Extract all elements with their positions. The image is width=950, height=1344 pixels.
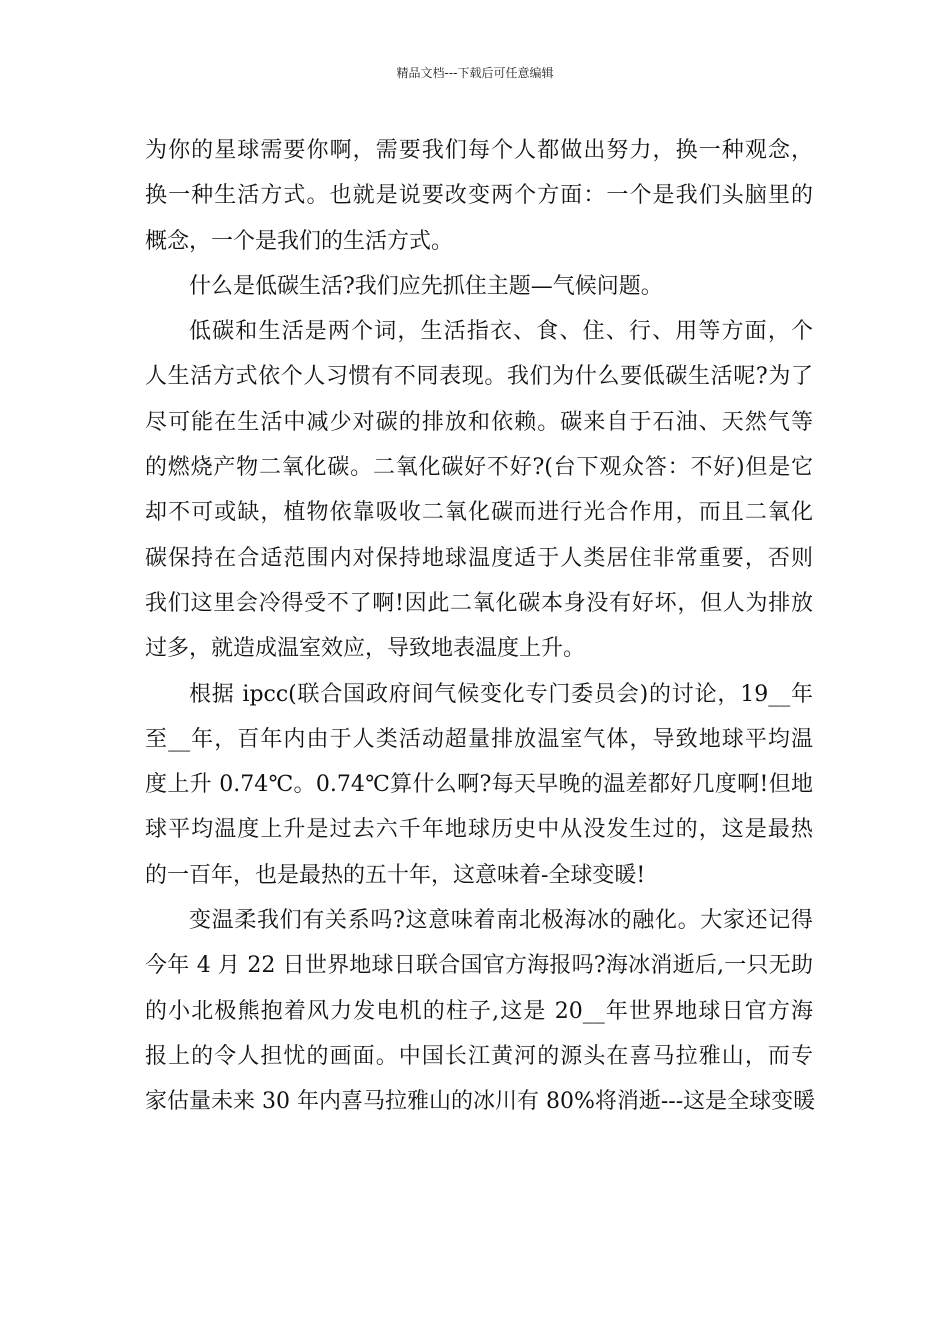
text-line: 过多，就造成温室效应，导致地表温度上升。 [145, 636, 586, 662]
document-body [145, 128, 816, 1125]
paragraph-1 [145, 128, 813, 264]
paragraph-4 [145, 672, 813, 898]
text-line: 低碳和生活是两个词，生活指衣、食、住、行、用等方面，个 [189, 319, 813, 345]
text-line: 度上升 0.74℃。0.74℃算什么啊?每天早晚的温差都好几度啊!但地 [145, 772, 813, 798]
text-line: 的燃烧产物二氧化碳。二氧化碳好不好?(台下观众答：不好)但是它 [145, 455, 813, 481]
text-line: 家估量未来 30 年内喜马拉雅山的冰川有 80%将消逝---这是全球变暖 [145, 1089, 816, 1115]
text-line: 今年 4 月 22 日世界地球日联合国官方海报吗?海冰消逝后,一只无助 [145, 953, 813, 979]
paragraph-3 [145, 309, 813, 671]
text-line: 概念，一个是我们的生活方式。 [145, 228, 454, 254]
text-line: 尽可能在生活中减少对碳的排放和依赖。碳来自于石油、天然气等 [145, 409, 813, 435]
text-line: 人生活方式依个人习惯有不同表现。我们为什么要低碳生活呢?为了 [145, 364, 813, 390]
text-line: 球平均温度上升是过去六千年地球历史中从没发生过的，这是最热 [145, 817, 813, 843]
text-line: 至__年，百年内由于人类活动超量排放温室气体，导致地球平均温 [145, 726, 813, 752]
text-line: 报上的令人担忧的画面。中国长江黄河的源头在喜马拉雅山，而专 [145, 1043, 813, 1069]
text-line: 的一百年，也是最热的五十年，这意味着-全球变暖! [145, 862, 646, 888]
text-line: 却不可或缺，植物依靠吸收二氧化碳而进行光合作用，而且二氧化 [145, 500, 813, 526]
text-line: 为你的星球需要你啊，需要我们每个人都做出努力，换一种观念， [145, 138, 813, 163]
text-line: 我们这里会冷得受不了啊!因此二氧化碳本身没有好坏，但人为排放 [145, 590, 813, 616]
text-line: 什么是低碳生活?我们应先抓住主题—气候问题。 [189, 273, 663, 299]
paragraph-2 [145, 264, 813, 309]
text-line: 碳保持在合适范围内对保持地球温度适于人类居住非常重要，否则 [145, 545, 813, 571]
text-line: 变温柔我们有关系吗?这意味着南北极海冰的融化。大家还记得 [189, 908, 813, 934]
text-line: 的小北极熊抱着风力发电机的柱子,这是 20__年世界地球日官方海 [145, 998, 813, 1024]
text-line: 换一种生活方式。也就是说要改变两个方面：一个是我们头脑里的 [145, 183, 813, 209]
paragraph-5 [145, 898, 816, 1124]
text-line: 根据 ipcc(联合国政府间气候变化专门委员会)的讨论，19__年 [189, 681, 813, 707]
page-header: 精品文档---下载后可任意编辑 [396, 66, 554, 80]
